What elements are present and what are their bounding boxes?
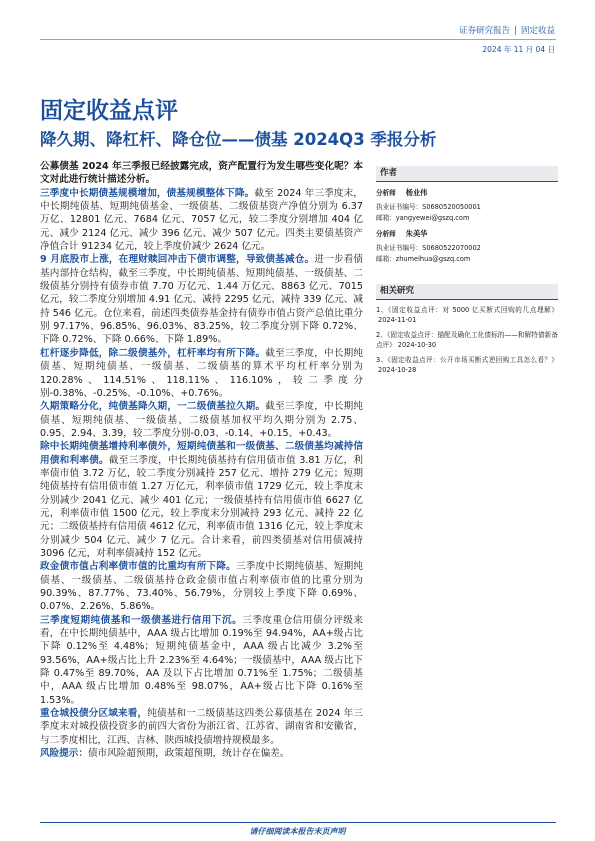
- paragraph-text: 截至三季度，中长期纯债基、短期纯债基、一级债基、二级债基加权平均久期分别为 2.75、0.95、2.94、3.39，较二季度分别-0.03、-0.14、+0.15、+0.43。: [40, 401, 364, 439]
- report-body: [40, 160, 363, 760]
- license-label: 执业证书编号：: [376, 203, 423, 211]
- paragraph: [40, 440, 363, 560]
- paragraph-text: 截至 2024 年三季度末，中长期纯债基、短期纯债基金、一级债基、二级债基资产净值分别为 6.37 万亿、12801 亿元、7684 亿元、7057 亿元，较二季度分别增加 404 亿元、减少 2124 亿元、减少 396 亿元、减少 507 亿元。四类主要债基资产净值合计 91234 亿元，较上季度价减少 2624 亿元。: [40, 187, 364, 253]
- email-address: yangyewei@gszq.com: [395, 214, 470, 222]
- paragraph: [40, 253, 363, 346]
- email-label: 邮箱：: [376, 214, 396, 222]
- paragraph-lead: 三季度短期纯债基和一级债基进行信用下沉。: [40, 614, 243, 626]
- paragraph-text: 三季度中长期纯债基、短期纯债基、一级债基、二级债基持仓政金债市值占利率债市值的比重分别为 90.39%、87.77%、73.40%、56.79%，分别较上季度下降 0.69%、0.07%、2.26%、5.86%。: [40, 561, 364, 613]
- report-subtitle: 降久期、降杠杆、降仓位——债基 2024Q3 季报分析: [40, 130, 437, 149]
- paragraph: [40, 187, 363, 254]
- author-email: [376, 254, 558, 264]
- author-name: 朱美华: [405, 229, 428, 238]
- paragraph: [40, 400, 363, 440]
- paragraph-text: 进一步看债基内部持仓结构，截至三季度，中长期纯债基、短期纯债基、一级债基、二级债基分别持有债券市值 7.70 万亿元、1.44 万亿元、8863 亿元、7015 亿元，较二季度分别增加 4.91 亿元、减持 2295 亿元、减持 339 亿元、减持 546 亿元。仓位来看，前述四类债券基金持有债券市值占资产总值比重分别 97.17%、96.85%、96.03%、83.25%，较二季度分别下降 0.72%、下降 0.72%、下降 0.66%、下降 1.89%。: [40, 254, 364, 346]
- report-date: 2024 年 11 月 04 日: [482, 45, 555, 54]
- paragraph-lead: 政金债市值占利率债市值的比重均有所下降。: [40, 561, 236, 573]
- paragraph-lead: 重仓城投债分区域来看，: [40, 708, 148, 720]
- related-heading: 相关研究: [376, 284, 558, 300]
- related-title: 3、《固定收益点评：公开市场买断式逆回购工具怎么看？》: [376, 356, 558, 364]
- paragraph-lead: 杠杆逐步降低，除二级债基外，杠杆率均有所下降。: [40, 347, 266, 359]
- sidebar: [376, 166, 558, 375]
- author-card: [376, 188, 558, 223]
- authors-heading: 作者: [376, 166, 558, 182]
- author-name: 杨业伟: [405, 188, 428, 197]
- footer-divider: [40, 822, 556, 823]
- author-title: [376, 188, 558, 198]
- related-date: 2024-11-01: [378, 316, 417, 324]
- header-separator: |: [514, 26, 517, 36]
- paragraph-text: 截至三季度，中长期纯债基、短期纯债基、一级债基、二级债基的算术平均杠杆率分别为 120.28%、114.51%、118.11%、116.10%，较二季度分别-0.38%、-0.25%、-0.10%、+0.76%。: [40, 347, 364, 399]
- risk-text: 债市风险超预期，政策超预期，统计存在偏差。: [87, 748, 290, 760]
- related-date: 2024-10-30: [397, 341, 437, 349]
- report-type: 证券研究报告: [459, 26, 511, 36]
- paragraph-lead: 久期策略分化，纯债基降久期，一二级债基拉久期。: [40, 401, 266, 413]
- email-label: 邮箱：: [376, 255, 396, 263]
- license-number: S0680520050001: [422, 203, 481, 211]
- footer-disclaimer: 请仔细阅读本报告末页声明: [249, 827, 346, 836]
- risk-paragraph: [40, 747, 363, 760]
- risk-lead: 风险提示：: [40, 748, 88, 760]
- header-divider: [40, 39, 556, 40]
- license-label: 执业证书编号：: [376, 244, 423, 252]
- paragraph: [40, 614, 363, 707]
- paragraph-text: 三季度重仓信用债分评级来看，在中长期纯债基中，AAA 级占比增加 0.19%至 94.94%，AA+级占比下降 0.12%至 4.48%；短期纯债基金中，AAA 级占比减少 3.2%至 93.56%，AA+级占比上升 2.23%至 4.64%；一级债基中，AAA 级占比下降 0.47%至 89.70%，AA 及以下占比增加 0.71%至 1.75%；二级债基中，AAA 级占比增加 0.48%至 98.07%，AA+级占比下降 0.16%至 1.53%。: [40, 614, 364, 706]
- license-number: S0680522070002: [422, 244, 481, 252]
- author-license: [376, 202, 558, 212]
- author-role: 分析师: [376, 189, 396, 197]
- author-title: [376, 229, 558, 239]
- related-title: 2、《固定收益点评：锚配及确化工化债标的——和解特债新备点评》: [376, 331, 558, 349]
- author-card: [376, 229, 558, 264]
- author-license: [376, 243, 558, 253]
- paragraph-lead: 除中长期纯债基增持利率债外，短期纯债基和一级债基、二级债基均减持信用债和利率债。: [40, 441, 363, 466]
- report-category: 固定收益: [520, 26, 555, 36]
- paragraph: [40, 707, 363, 747]
- related-research: [376, 284, 558, 375]
- related-item: [376, 330, 558, 350]
- related-date: 2024-10-28: [378, 366, 417, 374]
- paragraph-text: 截至三季度，中长期纯债基持有信用债市值 3.81 万亿，利率债市值 3.72 万亿，较二季度分别减持 257 亿元、增持 279 亿元；短期纯债基持有信用债市值 1.27 万亿元，利率债市值 1729 亿元，较上季度末分别减少 2041 亿元、减少 401 亿元；一级债基持有信用债市值 6627 亿元，利率债市值 1500 亿元，较上季度末分别减持 293 亿元、减持 22 亿元；二级债基持有信用债 4612 亿元，利率债市值 1316 亿元，较上季度末分别减少 504 亿元、减少 7 亿元。合计来看，前四类债基对信用债减持 3096 亿元，对利率债减持 152 亿元。: [40, 454, 363, 559]
- report-title: 固定收益点评: [40, 98, 178, 124]
- email-address: zhumeihua@gszq.com: [395, 255, 471, 263]
- related-item: [376, 355, 558, 375]
- related-item: [376, 305, 558, 325]
- paragraph-lead: 三季度中长期债基规模增加，债基规模整体下降。: [40, 187, 255, 199]
- paragraph: [40, 347, 363, 400]
- report-header: [459, 24, 555, 36]
- intro-paragraph: 公募债基 2024 年三季报已经披露完成，资产配置行为发生哪些变化呢？本文对此进行统计描述分析。: [40, 161, 363, 186]
- paragraph: [40, 560, 363, 613]
- paragraph-text: 纯债基和一二级债基这四类公募债基在 2024 年三季度末对城投债投资多的前四大省份为浙江省、江苏省、湖南省和安徽省，与二季度相比，江西、吉林、陕西城投债增持规模最多。: [40, 708, 364, 746]
- paragraph-lead: 9 月底股市上涨，在理财赎回冲击下债市调整，导致债基减仓。: [40, 254, 315, 266]
- author-role: 分析师: [376, 230, 396, 238]
- author-email: [376, 213, 558, 223]
- related-title: 1、《固定收益点评：对 5000 亿买断式回购的几点理解》: [376, 306, 558, 314]
